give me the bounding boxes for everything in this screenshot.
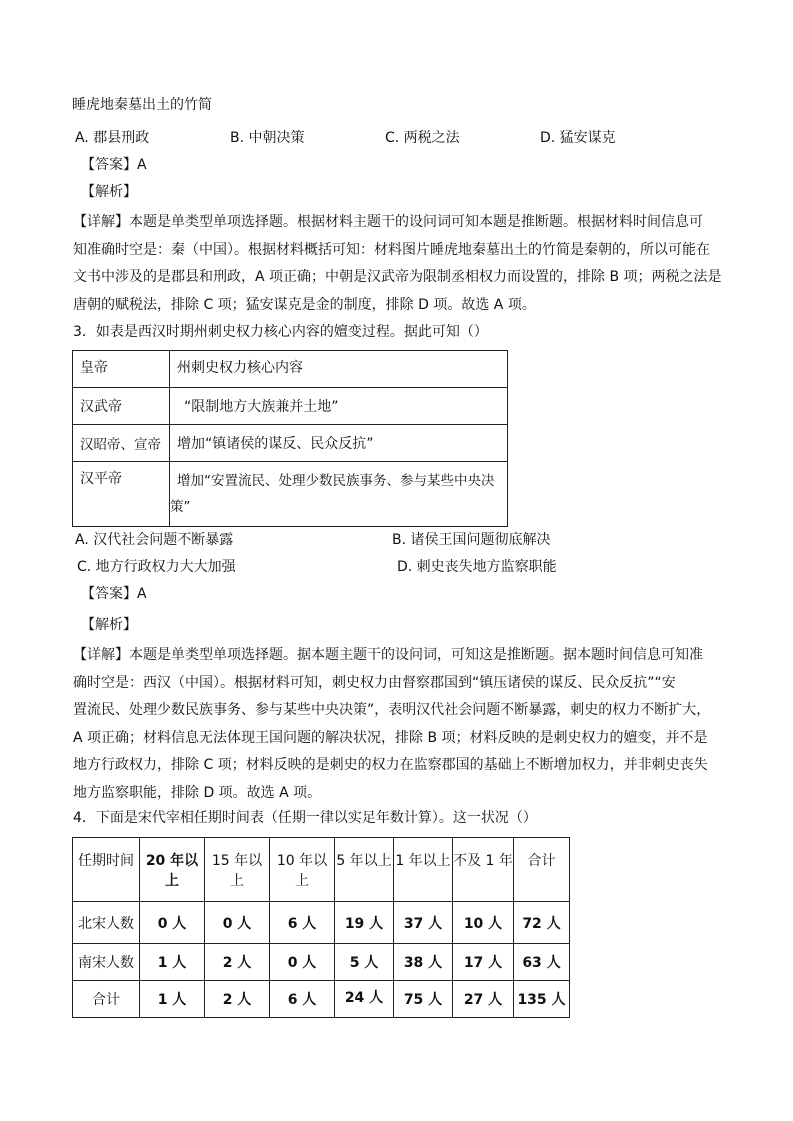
q3-table (72, 350, 508, 527)
header-cell: 不及 1 年 (453, 838, 514, 902)
q2-detail-line: 【详解】本题是单类型单项选择题。根据材料主题干的设问词可知本题是推断题。根据材料时间信息可 (73, 214, 703, 230)
q3-option-c: C. 地方行政权力大大加强 (77, 559, 236, 575)
table-row (73, 981, 570, 1018)
table-cell: 27 人 (453, 981, 514, 1018)
header-cell: 10 年以上 (270, 838, 335, 902)
table-row (73, 351, 508, 388)
table-cell: 38 人 (394, 944, 453, 981)
table-cell: 1 人 (140, 944, 205, 981)
table-cell: 2 人 (205, 981, 270, 1018)
table-cell: 6 人 (270, 981, 335, 1018)
q3-stem: 3．如表是西汉时期州刺史权力核心内容的嬗变过程。据此可知（） (73, 324, 488, 340)
table-cell: 汉平帝 (73, 462, 170, 527)
table-cell: 皇帝 (73, 351, 170, 388)
q3-detail-line: 置流民、处理少数民族事务、参与某些中央决策”，表明汉代社会问题不断暴露，刺史的权力不断扩大， (73, 702, 711, 718)
table-cell: 19 人 (335, 902, 394, 944)
table-row (73, 902, 570, 944)
table-row (73, 944, 570, 981)
table-cell: 37 人 (394, 902, 453, 944)
table-row (73, 425, 508, 462)
q4-table (72, 837, 570, 1018)
q3-answer: 【答案】A (81, 586, 147, 602)
q3-option-a: A. 汉代社会问题不断暴露 (75, 532, 234, 548)
q2-option-d: D. 猛安谋克 (540, 130, 616, 146)
header-cell: 1 年以上 (394, 838, 453, 902)
q3-option-b: B. 诸侯王国问题彻底解决 (392, 532, 551, 548)
header-cell: 20 年以上 (140, 838, 205, 902)
table-cell: 合计 (73, 981, 140, 1018)
table-cell: 增加“镇诸侯的谋反、民众反抗” (170, 425, 508, 462)
q3-detail-line: 地方行政权力，排除 C 项；材料反映的是刺史的权力在监察郡国的基础上不断增加权力，并非刺史丧失 (73, 757, 708, 773)
table-cell-line: 策” (170, 499, 191, 515)
table-row (73, 388, 508, 425)
table-cell (170, 462, 508, 527)
table-cell: 5 人 (335, 944, 394, 981)
table-cell: 24 人 (335, 981, 394, 1018)
q2-detail-line: 唐朝的赋税法，排除 C 项；猛安谋克是金的制度，排除 D 项。故选 A 项。 (73, 296, 536, 313)
table-cell: 州刺史权力核心内容 (170, 351, 508, 388)
q3-detail (73, 642, 723, 807)
table-cell: 0 人 (270, 944, 335, 981)
q3-detail-line: 地方监察职能，排除 D 项。故选 A 项。 (73, 784, 322, 801)
q2-detail (73, 209, 723, 319)
table-cell: 6 人 (270, 902, 335, 944)
q4-stem: 4．下面是宋代宰相任期时间表（任期一律以实足年数计算）。这一状况（） (73, 810, 537, 826)
table-cell: 135 人 (514, 981, 570, 1018)
table-cell: 17 人 (453, 944, 514, 981)
table-cell: “限制地方大族兼并土地” (170, 388, 508, 425)
q2-detail-line: 文书中涉及的是郡县和刑政，A 项正确；中朝是汉武帝为限制丞相权力而设置的，排除 B 项；两税之法是 (73, 269, 722, 285)
table-cell: 北宋人数 (73, 902, 140, 944)
q3-detail-line: A 项正确；材料信息无法体现王国问题的解决状况，排除 B 项；材料反映的是刺史权力的嬗变，并不是 (73, 729, 708, 746)
table-cell: 汉武帝 (73, 388, 170, 425)
header-cell: 合计 (514, 838, 570, 902)
table-header-row (73, 838, 570, 902)
table-cell: 南宋人数 (73, 944, 140, 981)
q2-option-c: C. 两税之法 (385, 130, 460, 146)
q2-analysis-label: 【解析】 (81, 184, 137, 200)
table-cell: 72 人 (514, 902, 570, 944)
header-cell: 任期时间 (73, 838, 140, 902)
q3-option-d: D. 刺史丧失地方监察职能 (397, 559, 557, 575)
table-cell: 10 人 (453, 902, 514, 944)
table-cell: 75 人 (394, 981, 453, 1018)
q2-option-b: B. 中朝决策 (230, 130, 305, 146)
q3-detail-line: 【详解】本题是单类型单项选择题。据本题主题干的设问词，可知这是推断题。据本题时间信息可知准 (73, 647, 703, 663)
q3-detail-line: 确时空是：西汉（中国）。根据材料可知，刺史权力由督察郡国到“镇压诸侯的谋反、民众反抗”“安 (73, 674, 676, 691)
header-cell: 15 年以上 (205, 838, 270, 902)
table-cell-line: 增加“安置流民、处理少数民族事务、参与某些中央决 (177, 473, 495, 489)
q2-stem-tail: 睡虎地秦墓出土的竹简 (72, 97, 212, 113)
table-cell: 0 人 (205, 902, 270, 944)
q3-analysis-label: 【解析】 (81, 617, 137, 633)
q2-option-a: A. 郡县刑政 (75, 130, 150, 146)
table-cell: 2 人 (205, 944, 270, 981)
table-row (73, 462, 508, 527)
q2-answer: 【答案】A (81, 157, 147, 173)
table-cell: 0 人 (140, 902, 205, 944)
table-cell: 1 人 (140, 981, 205, 1018)
header-cell: 5 年以上 (335, 838, 394, 902)
table-cell: 汉昭帝、宣帝 (73, 425, 170, 462)
table-cell: 63 人 (514, 944, 570, 981)
q2-detail-line: 知准确时空是：秦（中国）。根据材料概括可知：材料图片睡虎地秦墓出土的竹简是秦朝的，所以可能在 (73, 241, 710, 258)
